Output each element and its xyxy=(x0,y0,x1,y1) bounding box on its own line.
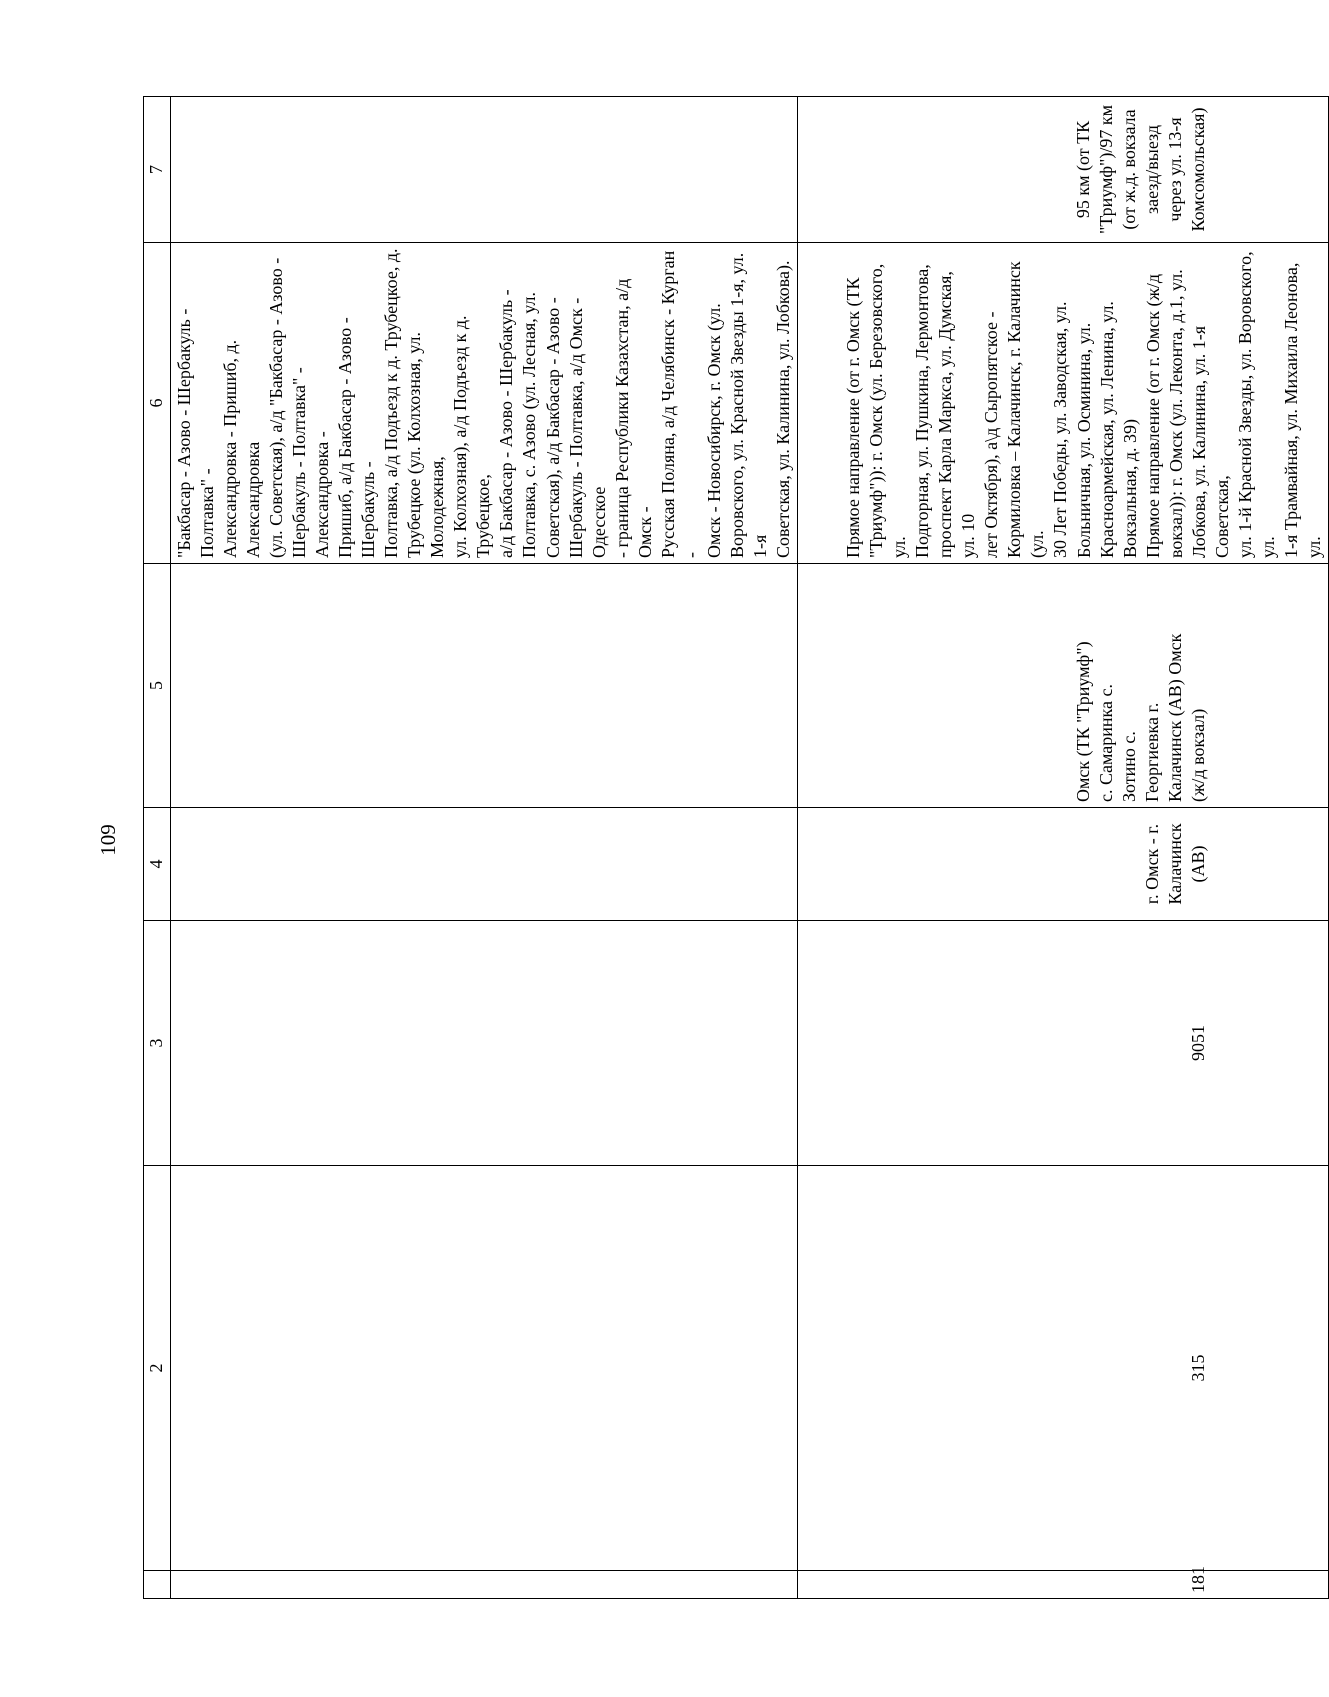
dist-line: заезд/выезд xyxy=(1141,125,1162,214)
path-line: вокзал)): г. Омск (ул. Леконта, д.1, ул. xyxy=(1165,269,1186,558)
path-line: Полтавка, с. Азово (ул. Лесная, ул. xyxy=(519,292,540,558)
cell-number xyxy=(171,1571,798,1599)
path-line: "Триумф")): г. Омск (ул. Березовского, ул. xyxy=(866,263,910,558)
path-line: Красноармейская, ул. Ленина, ул. xyxy=(1096,301,1117,558)
route-table xyxy=(143,96,1329,1599)
path-line: Воровского, ул. Красной Звезды 1-я, ул. 1-я xyxy=(726,252,770,558)
path-line: ул. 1-й Красной Звезды, ул. Воровского, ул. xyxy=(1234,251,1278,558)
path-line: Прямое направление (от г. Омск (ТК xyxy=(843,277,864,558)
path-line: Прямое направление (от г. Омск (ж/д xyxy=(1142,273,1163,558)
path-line: Омск - Новосибирск, г. Омск (ул. xyxy=(703,303,724,558)
path-line: Полтавка, а/д Подъезд к д. Трубецкое, д. xyxy=(381,248,402,558)
path-line: проспект Карла Маркса, ул. Думская, ул. 10 xyxy=(935,271,979,558)
cell-distance xyxy=(797,97,1328,243)
path-line: - граница Республики Казахстан, а/д Омск - xyxy=(611,278,655,558)
header-cell-7: 7 xyxy=(144,97,171,243)
path-line: лет Октября), а\д Сыропятское - xyxy=(981,311,1002,558)
path-line: Русская Поляна, а/д Челябинск - Курган - xyxy=(657,250,701,558)
stops-line: (ж/д вокзал) xyxy=(1187,708,1208,802)
cell-series: 9051 xyxy=(797,921,1328,1166)
header-cell-1 xyxy=(144,1571,171,1599)
cell-stops xyxy=(797,564,1328,808)
path-line: Шербакуль - Полтавка, а/д Омск - Одесское xyxy=(565,297,609,558)
stops-line: Калачинск (АВ) Омск xyxy=(1164,633,1185,802)
path-line: Шербакуль - Полтавка" - Александровка - xyxy=(289,367,333,558)
cell-reg-number xyxy=(171,1166,798,1571)
stops-line: г. Омск - г. xyxy=(1141,823,1162,905)
cell-series xyxy=(171,921,798,1166)
table-row-181 xyxy=(797,97,1328,1599)
path-line: (ул. Советская), а/д "Бакбасар - Азово - xyxy=(266,257,287,558)
header-cell-6: 6 xyxy=(144,243,171,564)
stops-line: Георгиевка г. xyxy=(1141,702,1162,802)
cell-distance xyxy=(171,97,798,243)
path-line: 1-я Трамвайная, ул. Михаила Леонова, ул. xyxy=(1280,262,1324,558)
cell-stops xyxy=(171,564,798,808)
path-line: Вокзальная, д. 39) xyxy=(1119,418,1140,558)
header-cell-5: 5 xyxy=(144,564,171,808)
dist-line: "Триумф")/97 км xyxy=(1095,104,1116,235)
path-line: Советская, ул. Калинина, ул. Лобкова). xyxy=(772,260,793,558)
path-line: "Бакбасар - Азово - Шербакуль - Полтавка" - xyxy=(174,308,218,558)
table-row-continuation xyxy=(171,97,798,1599)
header-cell-4: 4 xyxy=(144,808,171,921)
cell-number: 181 xyxy=(797,1571,1328,1599)
cell-path xyxy=(171,243,798,564)
cell-path xyxy=(797,243,1328,564)
path-line: Советская), а/д Бакбасар - Азово - xyxy=(542,297,563,558)
dist-line: 95 км (от ТК xyxy=(1072,120,1093,219)
dist-line: через ул. 13-я xyxy=(1164,117,1185,222)
path-line: Трубецкое (ул. Колхозная, ул. Молодежная, xyxy=(404,332,448,558)
dist-line: Комсомольская) xyxy=(1187,107,1208,232)
path-line: Кормиловка – Калачинск, г. Калачинск (ул. xyxy=(1004,261,1048,558)
header-cell-2: 2 xyxy=(144,1166,171,1571)
path-line: а/д Бакбасар - Азово - Шербакуль - xyxy=(496,289,517,558)
cell-route-name xyxy=(797,808,1328,921)
header-row xyxy=(144,97,171,1599)
path-line: ул. Колхозная), а/д Подъезд к д. Трубецкое, xyxy=(450,315,494,558)
stops-line: Калачинск (АВ) xyxy=(1164,823,1208,905)
header-cell-3: 3 xyxy=(144,921,171,1166)
table-rotation-frame xyxy=(143,97,1324,1599)
cell-route-name xyxy=(171,808,798,921)
path-line: Лобкова, ул. Калинина, ул. 1-я Советская, xyxy=(1188,325,1232,558)
path-line: Александровка - Пришиб, д. Александровка xyxy=(220,339,264,558)
page-number: 109 xyxy=(96,824,120,856)
cell-reg-number: 315 xyxy=(797,1166,1328,1571)
table-rotated xyxy=(143,97,1324,1599)
path-line: 30 Лет Победы, ул. Заводская, ул. xyxy=(1050,301,1071,558)
stops-line: Омск (ТК "Триумф") xyxy=(1072,641,1093,802)
stops-line: с. Самаринка с. xyxy=(1095,684,1116,802)
dist-line: (от ж.д. вокзала xyxy=(1118,109,1139,230)
path-line: Больничная, ул. Осминина, ул. xyxy=(1073,322,1094,558)
stops-line: Зотино с. xyxy=(1118,731,1139,802)
path-line: Подгорная, ул. Пушкина, Лермонтова, xyxy=(912,264,933,558)
path-line: Пришиб, а/д Бакбасар - Азово - Шербакуль - xyxy=(335,317,379,558)
